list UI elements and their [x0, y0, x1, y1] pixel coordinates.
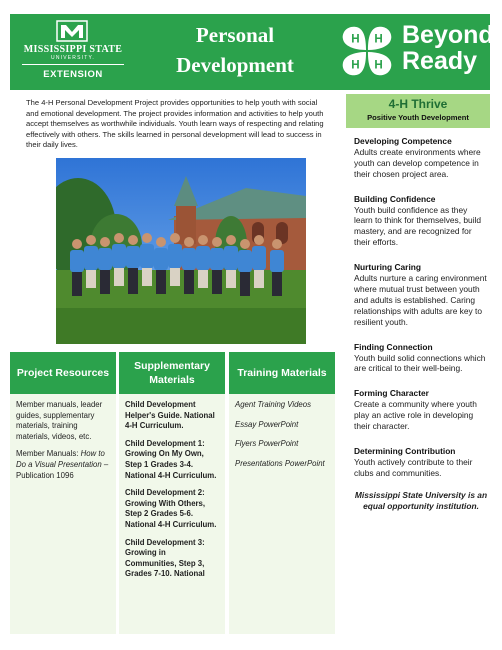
thrive-section-title: Finding Connection	[354, 341, 433, 352]
member-manuals-text	[16, 449, 110, 481]
thrive-section-text: Youth build confidence as they learn to think for themselves, build mastery, and are recognized for their efforts.	[354, 204, 482, 248]
brand-line-1: Beyond	[402, 21, 494, 49]
thrive-section-text: Adults create environments where youth can develop competence in their chosen project area.	[354, 146, 481, 179]
thrive-subheading: Positive Youth Development	[367, 113, 469, 122]
equal-opportunity-note: Mississippi State University is an equal opportunity institution.	[354, 489, 488, 511]
thrive-section	[354, 194, 488, 249]
supplementary-materials-heading: Supplementary Materials	[119, 352, 225, 394]
logo-university-text: UNIVERSITY.	[51, 55, 95, 61]
logo-state-text: MISSISSIPPI STATE	[23, 44, 123, 55]
page-title	[140, 20, 330, 80]
supplementary-item[interactable]: Child Development Helper's Guide. National 4-H Curriculum.	[125, 400, 215, 431]
thrive-section	[354, 388, 488, 432]
thrive-section-title: Developing Competence	[354, 136, 452, 146]
supplementary-item[interactable]: Child Development 2: Growing With Others, Step 2 Grades 5-6. National 4-H Curriculum.	[125, 488, 217, 529]
thrive-section	[354, 136, 488, 180]
thrive-heading-box	[346, 94, 490, 128]
project-resources-column	[10, 352, 116, 634]
intro-paragraph: The 4-H Personal Development Project provides opportunities to help youth with social and emotional development. The project provides information and activities to help youth accept themselves as worthwhile individuals. Youth learn ways of respecting and relating effectively with others. The skills learned in personal development will lead to success in their daily lives.	[26, 98, 324, 150]
4h-clover-icon	[338, 22, 396, 80]
svg-text:H: H	[374, 32, 383, 46]
page-title-line-2: Development	[176, 53, 294, 77]
member-manuals-prefix: Member Manuals:	[16, 449, 81, 459]
training-essay-link[interactable]: Essay PowerPoint	[235, 419, 299, 429]
thrive-section-text: Create a community where youth play an active role in developing their character.	[354, 399, 477, 432]
msu-m-icon	[56, 20, 88, 42]
thrive-section	[354, 446, 488, 479]
brand-line-2: Ready	[402, 47, 478, 75]
thrive-heading: 4-H Thrive	[388, 97, 448, 111]
page-title-line-1: Personal	[195, 23, 275, 47]
thrive-section-text: Adults nurture a caring environment where mutual trust between youth and adults is established. Caring relationships with adults are key to resilient youth.	[354, 273, 487, 327]
member-manual-link[interactable]: How to Do a Visual Presentation	[16, 449, 105, 469]
logo-divider	[22, 64, 124, 65]
beyond-ready-brand	[402, 22, 492, 74]
training-materials-column	[229, 352, 335, 634]
training-presentations-link[interactable]: Presentations PowerPoint	[235, 458, 325, 468]
member-manuals-suffix: – Publication 1096	[16, 459, 109, 480]
thrive-section-title: Determining Contribution	[354, 445, 456, 456]
thrive-section-text: Youth build solid connections which are critical to their well-being.	[354, 352, 486, 374]
supplementary-materials-column	[119, 352, 225, 634]
thrive-section-title: Nurturing Caring	[354, 262, 421, 273]
supplementary-item[interactable]: Child Development 1: Growing On My Own, Step 1 Grades 3-4. National 4-H Curriculum.	[125, 438, 217, 480]
thrive-section-title: Forming Character	[354, 388, 429, 399]
thrive-section	[354, 262, 488, 327]
header-banner	[10, 14, 494, 90]
training-agent-videos-link[interactable]: Agent Training Videos	[235, 400, 311, 409]
thrive-sidebar	[354, 136, 488, 511]
thrive-section-text: Youth actively contribute to their clubs and communities.	[354, 456, 473, 478]
project-resources-text: Member manuals, leader guides, supplementary materials, training materials, videos, etc.	[16, 400, 103, 441]
training-materials-heading: Training Materials	[229, 352, 335, 394]
thrive-section-title: Building Confidence	[354, 193, 436, 204]
svg-text:H: H	[351, 32, 360, 46]
training-flyers-link[interactable]: Flyers PowerPoint	[235, 439, 299, 449]
group-photo-illustration	[56, 158, 306, 344]
thrive-section	[354, 342, 488, 375]
msu-extension-logo	[18, 20, 128, 86]
logo-extension-text: EXTENSION	[43, 69, 103, 80]
supplementary-item[interactable]: Child Development 3: Growing in Communities, Step 3, Grades 7-10. National	[125, 537, 205, 579]
project-resources-heading: Project Resources	[10, 352, 116, 394]
group-photo	[56, 158, 306, 344]
svg-text:H: H	[351, 58, 360, 72]
svg-text:H: H	[374, 58, 383, 72]
